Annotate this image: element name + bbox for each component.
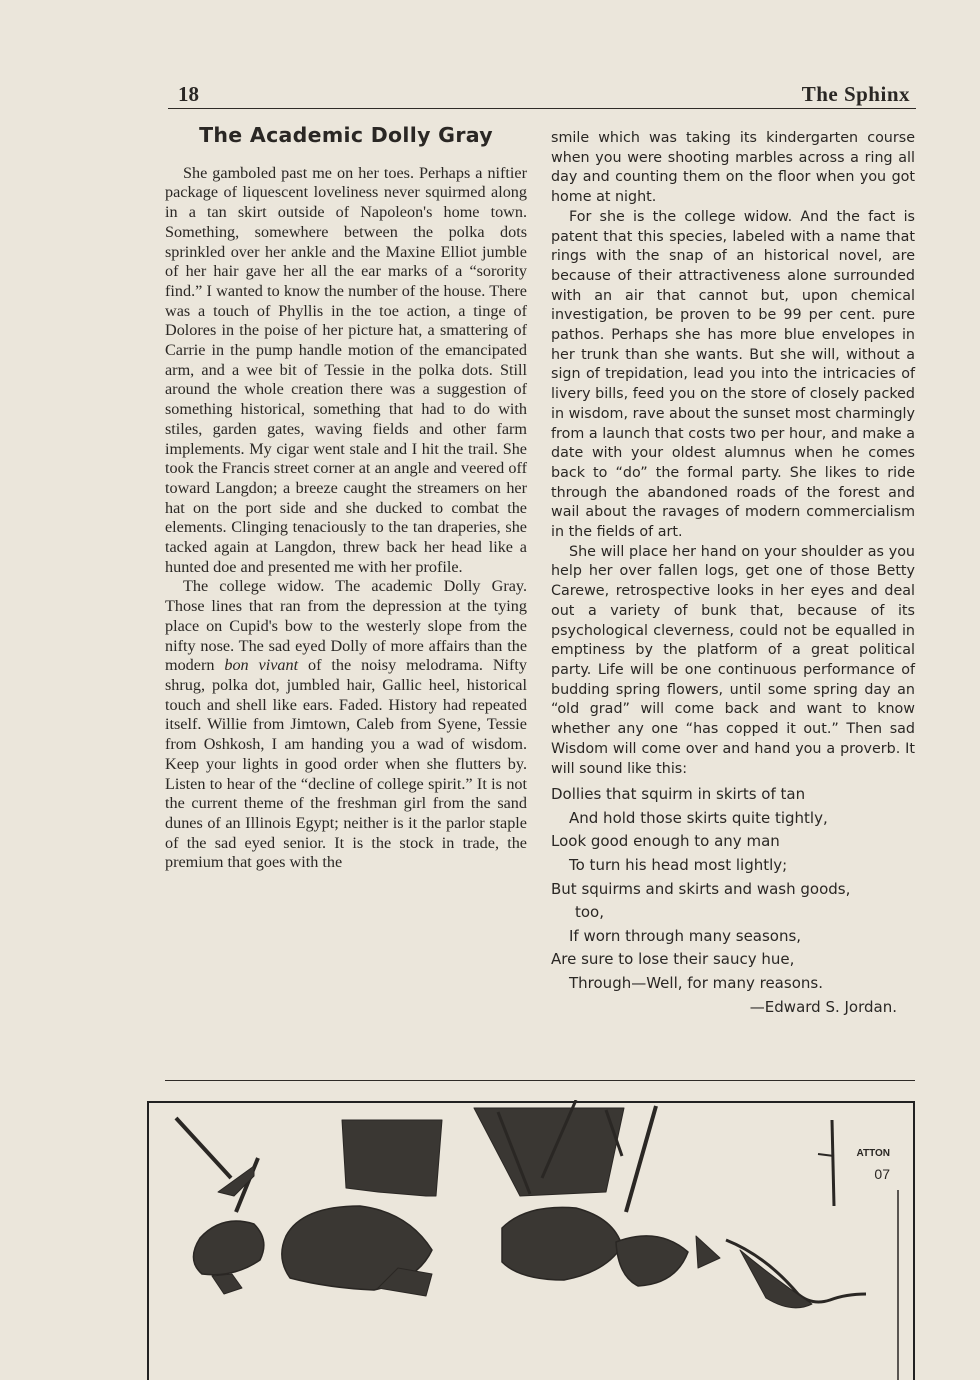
illustration-drawing [146,1100,916,1380]
poem-line-7: Are sure to lose their saucy hue, [551,950,795,969]
paragraph-2 [165,577,527,873]
artist-signature [856,1144,890,1184]
paragraph-3-continued: smile which was taking its kindergarten course when you were shooting marbles across a ring all day and counting them on the floor when you got home at night. [551,130,915,206]
poem-line-4: To turn his head most lightly; [569,855,788,874]
poem-line-5: But squirms and skirts and wash goods, [551,879,851,898]
poem-line-6: If worn through many seasons, [569,926,802,945]
poem-line-3: Look good enough to any man [551,832,780,851]
italic-phrase: bon vivant [224,656,299,675]
poem-signature: —Edward S. Jordan. [749,997,897,1016]
poem [551,783,915,1019]
poem-line-2: And hold those skirts quite tightly, [569,808,828,827]
running-head: The Sphinx [801,82,910,106]
paragraph-1: She gamboled past me on her toes. Perhaps a niftier package of liquescent loveliness never squirmed along in a tan skirt outside of Napoleon's home town. Something, somewhere between the polka dots sprinkled over her ankle and the Maxine Elliot jumble of her hair gave her all the ear marks of a “sorority find.” I wanted to know the number of the house. There was a touch of Phyllis in the toe action, a tinge of Dolores in the poise of her picture hat, a smattering of Carrie in the pump handle motion of the emancipated arm, and a wee bit of Tessie in the polka dots. Still around the whole creation there was a suggestion of something historical, something that had to do with stiles, garden gates, waving fields and other farm implements. My cigar went stale and I hit the trail. She took the Francis street corner at an angle and veered off toward Langdon; a breeze caught the streamers on her hat on the port side and she ducked to combat the elements. Clinging tenaciously to the tan draperies, she tacked again at Langdon, threw back her head like a hunted doe and presented me with her profile. [165,163,527,576]
feet-illustration [146,1100,916,1380]
poem-line-5-continued: too, [575,903,605,922]
artist-name: ATTON [856,1148,890,1159]
artist-year: 07 [874,1166,890,1182]
paragraph-5: She will place her hand on your shoulder as you help her over fallen logs, get one of those Betty Carewe, retrospective looks in her eyes and deal out a variety of bunk that, because of its psychological cleverness, could not be equalled in emptiness by the platform of a great political party. Life will be one continuous performance of budding spring flowers, until some spring day an “old grad” will come back and want to know whether any one “has copped it out.” Then sad Wisdom will come over and hand you a proverb. It will sound like this: [551,543,915,777]
paragraph-4: For she is the college widow. And the fact is patent that this species, labeled with a name that rings with the snap of an historical novel, are because of their attractiveness alone surrounded with an air that cannot but, upon chemical investigation, be proven to be 99 per cent. pure pathos. Perhaps she has more blue envelopes in her trunk than she wants. But she will, without a sign of trepidation, lead you into the intricacies of livery bills, feed you on the store of closely packed in wisdom, rave about the sunset most charmingly from a launch that costs two per hour, and make a date with your oldest alumnus when he comes back to “do” the formal party. She likes to ride through the abandoned roads of the forest and wail about the ravages of modern commercialism in the fields of art. [551,208,915,541]
poem-line-8: Through—Well, for many reasons. [569,973,823,992]
page-number: 18 [178,82,199,106]
paragraph-2-part-2: of the noisy melodrama. Nifty shrug, polka dot, jumbled hair, Gallic heel, historical touch and shell like ears. Faded. History had repeated itself. Willie from Jimtown, Caleb from Syene, Tessie from Oshkosh, I am handing you a wad of wisdom. Keep your lights in good order when she flutters by. Listen to hear of the “decline of college spirit.” It is not the current theme of the freshman girl from the sand dunes of an Illinois Egypt; neither is it the parlor staple of the sad eyed senior. It is the stock in trade, the premium that goes with the [165,656,527,872]
bottom-rule [165,1080,915,1081]
poem-line-1: Dollies that squirm in skirts of tan [551,785,806,804]
right-figure [474,1100,898,1380]
article-title: The Academic Dolly Gray [199,123,493,147]
paragraph-2-part-1: The college widow. The academic Dolly Gray. Those lines that ran from the depression at the tying place on Cupid's bow to the westerly slope from the nifty nose. The sad eyed Dolly of more affairs than the modern [165,577,527,675]
left-column [165,123,527,873]
left-figure [176,1118,442,1296]
page-header [168,80,916,109]
right-column [551,129,915,1019]
